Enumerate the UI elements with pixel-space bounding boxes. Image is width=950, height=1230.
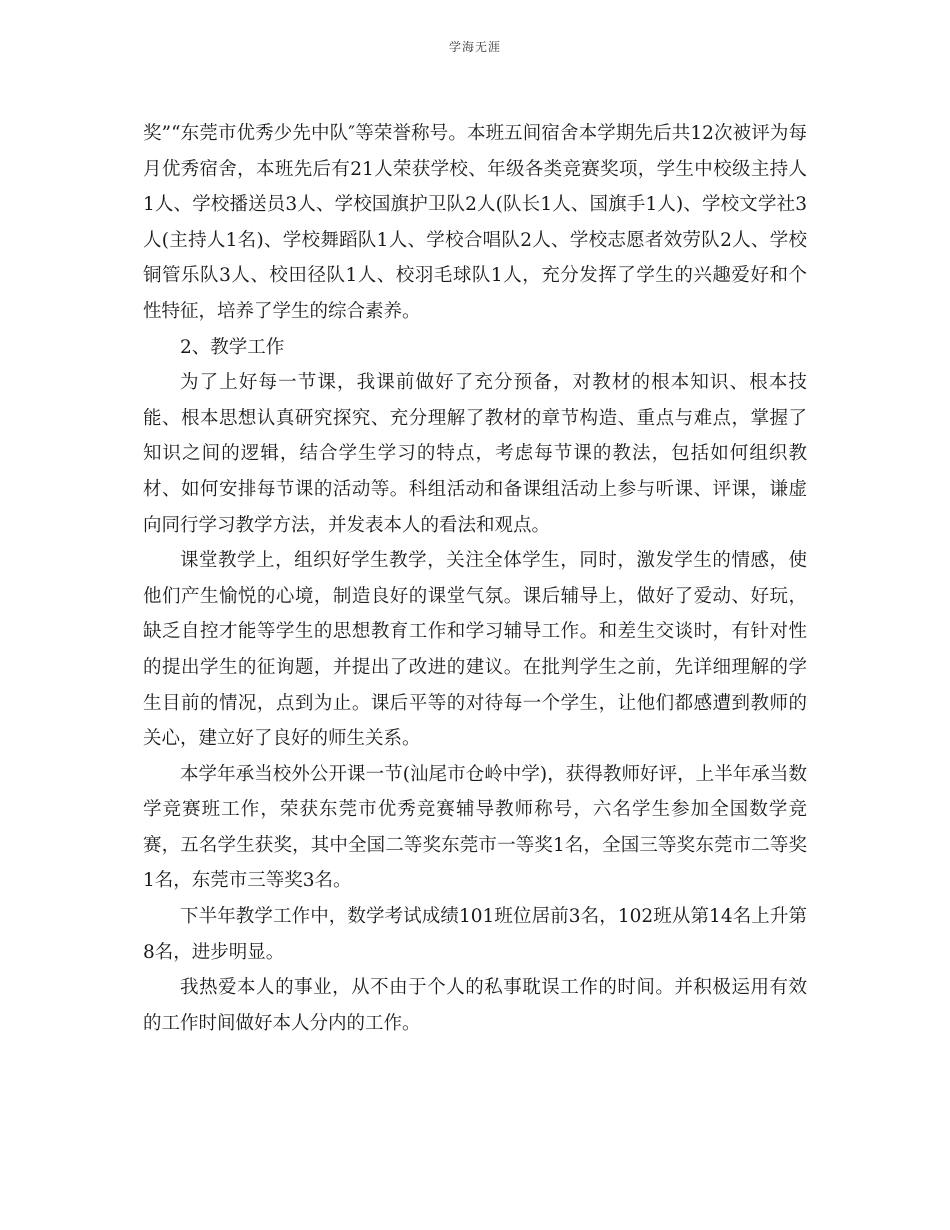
paragraph-work-attitude: 我热爱本人的事业，从不由于个人的私事耽误工作的时间。并积极运用有效的工作时间做好本人分内的工作。 xyxy=(143,977,807,1034)
paragraph-lesson-preparation: 为了上好每一节课，我课前做好了充分预备，对教材的根本知识、根本技能、根本思想认真研究探究、充分理解了教材的章节构造、重点与难点，掌握了知识之间的逻辑，结合学生学习的特点，考虑每节课的教法，包括如何组织教材、如何安排每节课的活动等。科组活动和备课组活动上参与听课、评课，谦虚向同行学习教学方法，并发表本人的看法和观点。 xyxy=(143,372,807,536)
section-heading-teaching-work: 2、教学工作 xyxy=(180,336,285,358)
paragraph-classroom-teaching: 课堂教学上，组织好学生教学，关注全体学生，同时，激发学生的情感，使他们产生愉悦的心境，制造良好的课堂气氛。课后辅导上，做好了爱动、好玩，缺乏自控才能等学生的思想教育工作和学习辅导工作。和差生交谈时，有针对性的提出学生的征询题，并提出了改进的建议。在批判学生之前，先详细理解的学生目前的情况，点到为止。课后平等的对待每一个学生，让他们都感遭到教师的关心，建立好了良好的师生关系。 xyxy=(143,550,807,750)
page-header: 学海无涯 xyxy=(448,40,501,54)
paragraph-open-class-competition: 本学年承当校外公开课一节(汕尾市仓岭中学)，获得教师好评，上半年承当数学竞赛班工作，荣获东莞市优秀竞赛辅导教师称号，六名学生参加全国数学竞赛，五名学生获奖，其中全国二等奖东莞市一等奖1名，全国三等奖东莞市二等奖1名，东莞市三等奖3名。 xyxy=(143,763,807,892)
document-body xyxy=(143,116,807,1041)
paragraph-honors-continued: 奖”“东莞市优秀少先中队″等荣誉称号。本班五间宿舍本学期先后共12次被评为每月优秀宿舍，本班先后有21人荣获学校、年级各类竞赛奖项，学生中校级主持人1人、学校播送员3人、学校国旗护卫队2人(队长1人、国旗手1人)、学校文学社3人(主持人1名)、学校舞蹈队1人、学校合唱队2人、学校志愿者效劳队2人、学校铜管乐队3人、校田径队1人、校羽毛球队1人，充分发挥了学生的兴趣爱好和个性特征，培养了学生的综合素养。 xyxy=(143,123,807,322)
paragraph-exam-results: 下半年教学工作中，数学考试成绩101班位居前3名，102班从第14名上升第8名，进步明显。 xyxy=(143,906,807,963)
